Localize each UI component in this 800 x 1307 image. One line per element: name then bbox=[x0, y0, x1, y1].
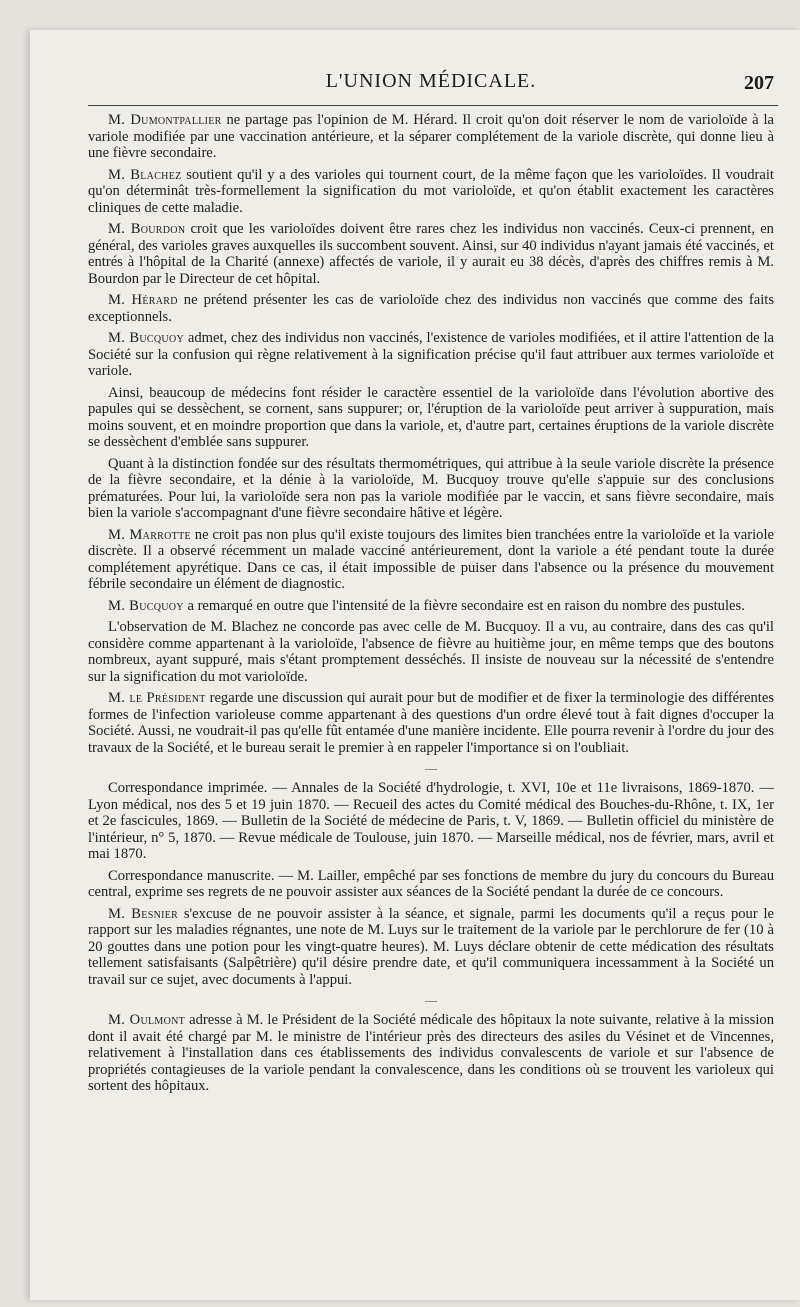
document-page bbox=[30, 30, 800, 1300]
header-rule bbox=[88, 105, 778, 106]
paragraph bbox=[88, 330, 774, 380]
paragraph-text: Ainsi, beaucoup de médecins font résider le caractère essentiel de la varioloïde dans l'évolution abortive des papules qui se dessèchent, se cornent, sans suppurer; or, l'éruption de la varioloïde peut arriver à suppuration, mais moins souvent, et en moindre proportion que dans la variole, et, d'autre part, certaines éruptions de la variole discrète se dessèchent d'emblée sans suppurer. bbox=[88, 384, 774, 450]
paragraph bbox=[88, 598, 774, 615]
paragraph-text: Correspondance imprimée. — Annales de la Société d'hydrologie, t. XVI, 10e et 11e livraisons, 1869-1870. — Lyon médical, nos des 5 et 19 juin 1870. — Recueil des actes du Comité médical des Bouches-du-Rhône, t. IX, 1er et 2e fascicules, 1869. — Bulletin de la Société de médecine de Paris, t. V, 1869. — Bulletin officiel du ministère de l'intérieur, n° 5, 1870. — Revue médicale de Toulouse, juin 1870. — Marseille médical, nos de février, mars, avril et mai 1870. bbox=[88, 780, 774, 862]
paragraph-text: soutient qu'il y a des varioles qui tournent court, de la même façon que les varioloïdes. Il voudrait qu'on déterminât très-formellement la signification du mot varioloïde, et qu'on établit exactement les caractères cliniques de cette maladie. bbox=[88, 166, 774, 216]
speaker-name: M. Hérard bbox=[108, 292, 178, 308]
paragraph-text: ne croit pas non plus qu'il existe toujours des limites bien tranchées entre la varioloïde et la variole discrète. Il a observé récemment un malade vacciné antérieurement, dont la variole a été pendant toute la durée complétement apyrétique. Dans ce cas, il était impossible de puiser dans l'absence ou la présence du mouvement fébrile secondaire un élément de diagnostic. bbox=[88, 526, 774, 592]
speaker-name: M. Bucquoy bbox=[108, 597, 184, 614]
speaker-name: M. Bucquoy bbox=[108, 330, 184, 346]
speaker-name: M. Marrotte bbox=[108, 526, 191, 543]
running-title: L'UNION MÉDICALE. bbox=[325, 70, 537, 92]
section-separator: — bbox=[425, 761, 437, 775]
paragraph bbox=[88, 112, 774, 162]
speaker-name: M. Bourdon bbox=[108, 221, 186, 237]
speaker-name: M. Blachez bbox=[108, 166, 182, 183]
paragraph bbox=[88, 906, 774, 989]
paragraph-text: a remarqué en outre que l'intensité de la fièvre secondaire est en raison du nombre des pustules. bbox=[183, 597, 745, 614]
paragraph bbox=[88, 780, 774, 863]
speaker-name: M. Oulmont bbox=[108, 1012, 186, 1028]
paragraph-text: ne partage pas l'opinion de M. Hérard. Il croit qu'on doit réserver le nom de varioloïde à la variole modifiée par une vaccination antérieure, et la séparer complétement de la variole discrète, qui donne lieu à une fièvre secondaire. bbox=[88, 112, 774, 161]
speaker-name: M. Besnier bbox=[108, 905, 179, 922]
paragraph-text: Quant à la distinction fondée sur des résultats thermométriques, qui attribue à la seule variole discrète la présence de la fièvre secondaire, et la dénie à la varioloïde, M. Bucquoy trouve qu'elle s'appuie sur des conclusions prématurées. Pour lui, la varioloïde sera non pas la variole modifiée par le vaccin, et sans fièvre secondaire, mais bien la variole s'accompagnant d'une fièvre secondaire hâtive et légère. bbox=[88, 455, 774, 521]
paragraph bbox=[88, 292, 774, 325]
paragraph bbox=[88, 868, 774, 901]
paragraph bbox=[88, 456, 774, 522]
speaker-name: M. le Président bbox=[108, 690, 206, 706]
paragraph bbox=[88, 167, 774, 217]
section-separator: — bbox=[425, 993, 437, 1007]
paragraph-text: L'observation de M. Blachez ne concorde pas avec celle de M. Bucquoy. Il a vu, au contraire, dans des cas qu'il considère comme appartenant à la varioloïde, l'absence de fièvre au huitième jour, en même temps que des boutons nombreux, ayant suppuré, mais s'étant promptement desséchés. Il insiste de nouveau sur la nécessité de s'entendre sur la signification du mot varioloïde. bbox=[88, 619, 774, 685]
paragraph bbox=[88, 690, 774, 756]
paragraph-text: admet, chez des individus non vaccinés, l'existence de varioles modifiées, et il attire l'attention de la Société sur la confusion qui règne relativement à la signification précise qu'il faut attribuer aux termes varioloïde et variole. bbox=[88, 330, 774, 379]
paragraph bbox=[88, 527, 774, 593]
page-number: 207 bbox=[744, 72, 774, 94]
body-text bbox=[88, 112, 774, 1100]
speaker-name: M. Dumontpallier bbox=[108, 112, 222, 128]
paragraph-text: adresse à M. le Président de la Société médicale des hôpitaux la note suivante, relative à la mission dont il avait été chargé par M. le ministre de l'intérieur près des directeurs des asiles du Vésinet et de Vincennes, relativement à l'installation dans ces établissements des individus convalescents de variole et sur l'absence de propriétés contagieuses de la variole pendant la convalescence, dans les conditions où se trouvent les varioleux qui sortent des hôpitaux. bbox=[88, 1012, 774, 1094]
paragraph-text: ne prétend présenter les cas de varioloïde chez des individus non vaccinés que comme des faits exceptionnels. bbox=[88, 292, 775, 325]
paragraph bbox=[88, 1012, 774, 1095]
paragraph-text: croit que les varioloïdes doivent être rares chez les individus non vaccinés. Ceux-ci prennent, en général, des varioles graves auxquelles ils succombent souvent. Ainsi, sur 40 individus n'ayant jamais été vaccinés, et entrés à l'hôpital de la Charité (annexe) affectés de variole, il y aurait eu 38 décès, d'après des chiffres remis à M. Bourdon par le Directeur de cet hôpital. bbox=[88, 221, 774, 287]
paragraph bbox=[88, 221, 774, 287]
paragraph bbox=[88, 385, 774, 451]
paragraph-text: Correspondance manuscrite. — M. Lailler, empêché par ses fonctions de membre du jury du concours du Bureau central, exprime ses regrets de ne pouvoir assister aux séances de la Société pendant la durée de ce concours. bbox=[88, 867, 774, 900]
paragraph bbox=[88, 619, 774, 685]
page-header bbox=[88, 70, 774, 100]
paragraph-text: s'excuse de ne pouvoir assister à la séance, et signale, parmi les documents qu'il a reçus pour le rapport sur les maladies régnantes, une note de M. Luys sur le traitement de la variole par le perchlorure de fer (10 à 20 gouttes dans une potion pour les vingt-quatre heures). M. Luys déclare obtenir de cette médication des résultats tellement satisfaisants (Salpêtrière) qu'il désire prendre date, et qu'il communiquera incessamment à la Société un travail sur ce sujet, avec documents à l'appui. bbox=[88, 905, 774, 988]
paragraph-text: regarde une discussion qui aurait pour but de modifier et de fixer la terminologie des différentes formes de l'infection varioleuse comme appartenant à des questions d'un ordre élevé tout à fait dignes d'occuper la Société. Aussi, ne voudrait-il pas qu'elle fût entamée d'une manière incidente. Elle pourra revenir à l'ordre du jour des travaux de la Société, et le bureau serait le premier à en rappeler l'importance si on l'oubliait. bbox=[88, 690, 774, 756]
